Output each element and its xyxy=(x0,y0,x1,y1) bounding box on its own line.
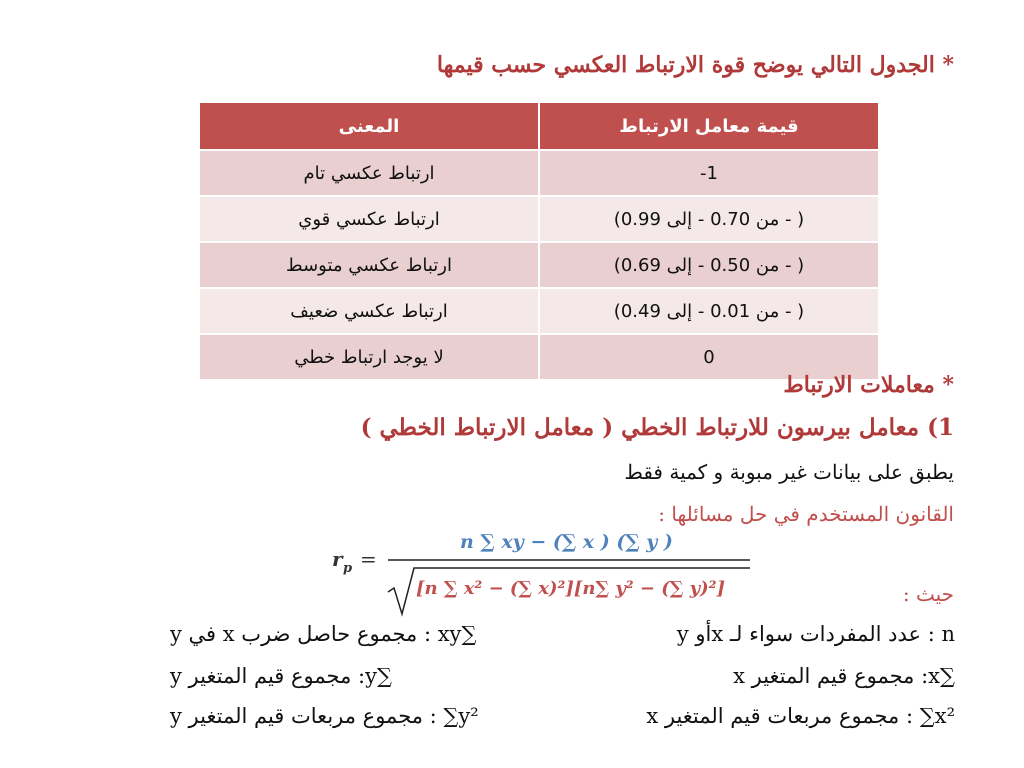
section-title: * معاملات الارتباط xyxy=(783,372,954,398)
definition-n: n : عدد المفردات سواء لـ xأو y xyxy=(676,622,955,646)
table-header-row xyxy=(199,102,879,150)
cell-meaning: ارتباط عكسي ضعيف xyxy=(199,288,539,334)
table-row xyxy=(199,196,879,242)
cell-value: 0 xyxy=(539,334,879,380)
law-label: القانون المستخدم في حل مسائلها : xyxy=(658,502,954,526)
applies-to-text: يطبق على بيانات غير مبوبة و كمية فقط xyxy=(624,460,954,484)
definition-row xyxy=(170,704,955,728)
table-row xyxy=(199,334,879,380)
formula-denominator: [n ∑ x² − (∑ x)²][n∑ y² − (∑ y)²] xyxy=(416,578,725,599)
header-coefficient-value: قيمة معامل الارتباط xyxy=(539,102,879,150)
pearson-formula xyxy=(330,528,760,618)
formula-lhs-subscript: p xyxy=(343,561,353,576)
table-heading: * الجدول التالي يوضح قوة الارتباط العكسي حسب قيمها xyxy=(436,52,954,78)
subsection-title: 1) معامل بيرسون للارتباط الخطي ( معامل الارتباط الخطي ) xyxy=(360,414,954,441)
definition-sum-y: ∑y: مجموع قيم المتغير y xyxy=(170,664,392,688)
formula-equals: = xyxy=(360,547,377,571)
definition-sum-x: ∑x: مجموع قيم المتغير x xyxy=(733,664,955,688)
cell-meaning: ارتباط عكسي تام xyxy=(199,150,539,196)
header-meaning: المعنى xyxy=(199,102,539,150)
definition-row xyxy=(170,622,955,646)
cell-meaning: لا يوجد ارتباط خطي xyxy=(199,334,539,380)
definition-sum-y-squared: y²∑ : مجموع مربعات قيم المتغير y xyxy=(170,704,479,728)
cell-value: (من 0.70 - إلى 0.99 - ) xyxy=(539,196,879,242)
definition-sum-x-squared: x²∑ : مجموع مربعات قيم المتغير x xyxy=(646,704,955,728)
definition-row xyxy=(170,664,955,688)
cell-value: (من 0.01 - إلى 0.49 - ) xyxy=(539,288,879,334)
table-row xyxy=(199,242,879,288)
formula-lhs: r xyxy=(332,547,343,571)
cell-value: -1 xyxy=(539,150,879,196)
correlation-strength-table xyxy=(198,101,880,381)
cell-value: (من 0.50 - إلى 0.69 - ) xyxy=(539,242,879,288)
where-label: حيث : xyxy=(902,582,954,606)
table-row xyxy=(199,288,879,334)
cell-meaning: ارتباط عكسي قوي xyxy=(199,196,539,242)
formula-numerator: n ∑ xy − (∑ x ) (∑ y ) xyxy=(460,531,673,553)
cell-meaning: ارتباط عكسي متوسط xyxy=(199,242,539,288)
table-row xyxy=(199,150,879,196)
definition-sum-xy: ∑xy : مجموع حاصل ضرب x في y xyxy=(170,622,477,646)
